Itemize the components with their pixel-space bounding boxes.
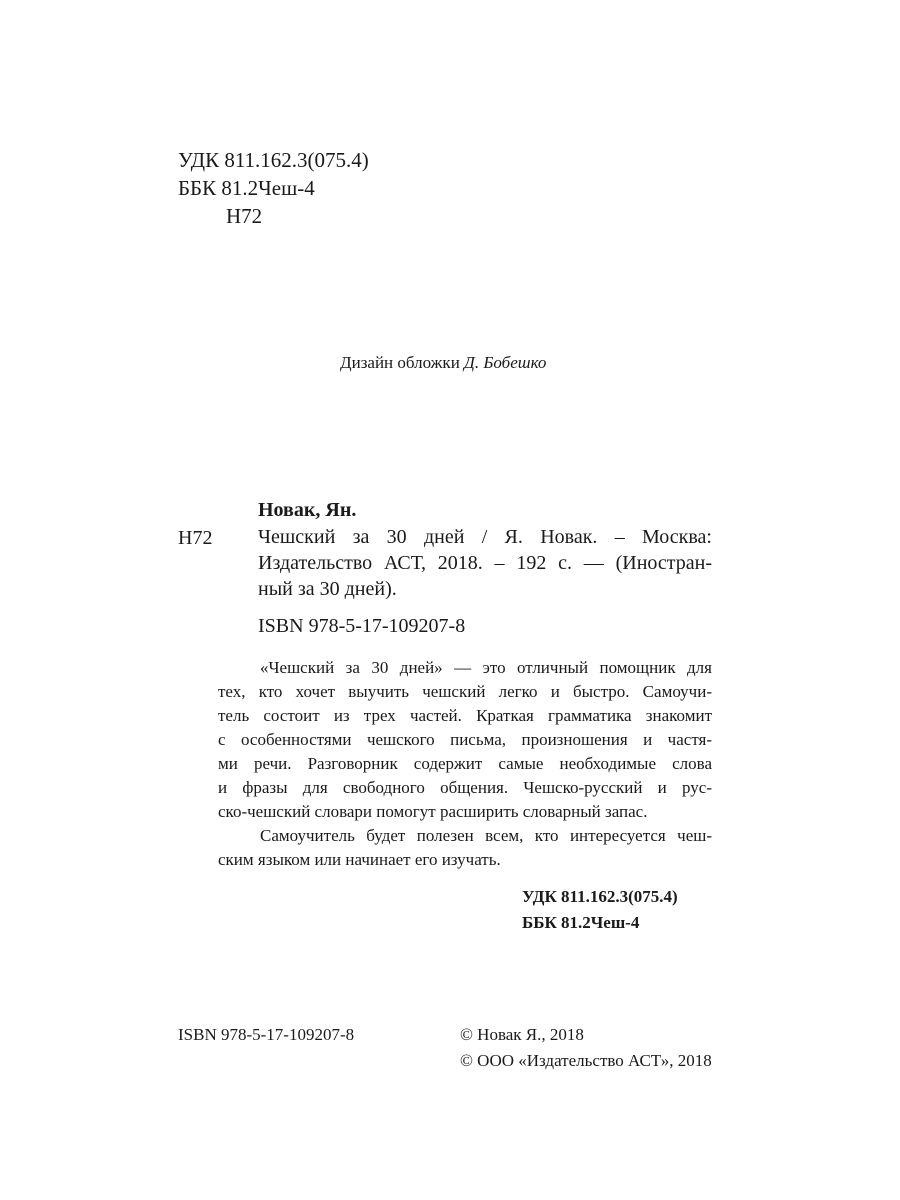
annotation-line: с особенностями чешского письма, произношения и частя- [218,730,712,749]
copyright-publisher: © ООО «Издательство АСТ», 2018 [460,1051,712,1070]
annotation-line: Самоучитель будет полезен всем, кто интересуется чеш- [260,826,712,845]
annotation-line: ским языком или начинает его изучать. [218,850,501,869]
author-sign: Н72 [226,204,263,228]
cover-design-label: Дизайн обложки [340,353,465,372]
classification-block [178,146,369,230]
catalog-udk: УДК 811.162.3(075.4) [522,887,678,906]
bibliographic-line: Издательство АСТ, 2018. – 192 с. — (Иностран- [258,552,712,574]
annotation-line: тех, кто хочет выучить чешский легко и быстро. Самоучи- [218,682,712,701]
catalog-isbn: ISBN 978-5-17-109207-8 [258,615,466,637]
cover-design-credit [340,351,546,375]
catalog-classification [522,884,678,936]
annotation-line: «Чешский за 30 дней» — это отличный помощник для [260,658,712,677]
bibliographic-description [258,524,712,602]
annotation-line: и фразы для свободного общения. Чешско-русский и рус- [218,778,712,797]
cover-designer-name: Д. Бобешко [464,353,547,372]
annotation [218,656,712,872]
bibliographic-line: Чешский за 30 дней / Я. Новак. – Москва: [258,526,712,548]
copyright-author: © Новак Я., 2018 [460,1025,584,1044]
catalog-author: Новак, Ян. [258,499,357,521]
catalog-author-sign: Н72 [178,527,213,549]
bbk-code: ББК 81.2Чеш-4 [178,176,315,200]
copyright-block [460,1022,712,1074]
udk-code: УДК 811.162.3(075.4) [178,148,369,172]
footer-isbn: ISBN 978-5-17-109207-8 [178,1025,355,1044]
annotation-line: ми речи. Разговорник содержит самые необходимые слова [218,754,712,773]
bibliographic-line: ный за 30 дней). [258,578,397,600]
catalog-bbk: ББК 81.2Чеш-4 [522,913,640,932]
annotation-line: ско-чешский словари помогут расширить словарный запас. [218,802,648,821]
annotation-line: тель состоит из трех частей. Краткая грамматика знакомит [218,706,712,725]
